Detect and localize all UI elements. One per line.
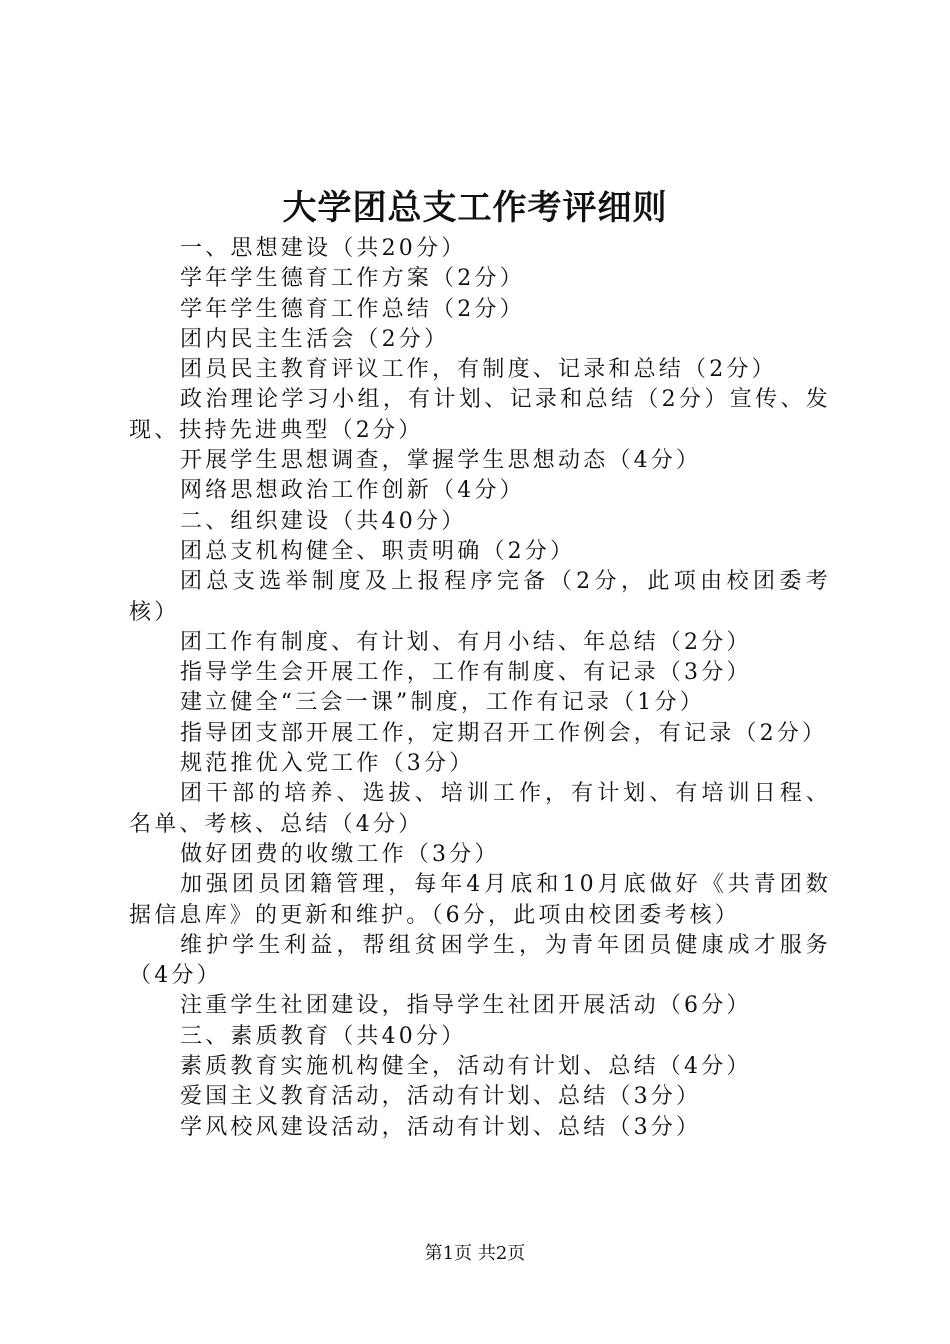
document-title: 大学团总支工作考评细则 — [282, 188, 668, 228]
list-item: 网络思想政治工作创新（4分） — [180, 478, 525, 504]
list-item: 加强团员团籍管理，每年4月底和10月底做好《共青团数据信息库》的更新和维护。（6分，此项由校团委考核） — [129, 872, 831, 928]
list-item: 学年学生德育工作总结（2分） — [180, 296, 525, 322]
list-item: 建立健全“三会一课”制度，工作有记录（1分） — [180, 690, 705, 716]
list-item: 学风校风建设活动，活动有计划、总结（3分） — [180, 1114, 702, 1140]
list-item: 指导学生会开展工作，工作有制度、有记录（3分） — [180, 660, 752, 686]
list-item: 团员民主教育评议工作，有制度、记录和总结（2分） — [180, 357, 777, 383]
document-body — [129, 234, 831, 1143]
list-item: 素质教育实施机构健全，活动有计划、总结（4分） — [180, 1054, 752, 1080]
section-heading-ideology: 一、思想建设（共20分） — [180, 236, 467, 261]
list-item: 团内民主生活会（2分） — [180, 326, 450, 352]
section-heading-organization: 二、组织建设（共40分） — [180, 508, 467, 534]
list-item: 团工作有制度、有计划、有月小结、年总结（2分） — [180, 629, 752, 655]
list-item: 规范推优入党工作（3分） — [180, 751, 475, 777]
list-item: 团干部的培养、选拔、培训工作，有计划、有培训日程、名单、考核、总结（4分） — [129, 781, 831, 837]
page-number-footer: 第1页 共2页 — [424, 1243, 526, 1264]
list-item: 做好团费的收缴工作（3分） — [180, 841, 500, 867]
list-item: 维护学生利益，帮组贫困学生，为青年团员健康成才服务（4分） — [129, 932, 831, 989]
list-item: 政治理论学习小组，有计划、记录和总结（2分）宣传、发现、扶持先进典型（2分） — [129, 387, 831, 443]
list-item: 团总支机构健全、职责明确（2分） — [180, 538, 576, 564]
list-item: 注重学生社团建设，指导学生社团开展活动（6分） — [180, 993, 752, 1019]
list-item: 学年学生德育工作方案（2分） — [180, 266, 525, 292]
section-heading-quality-education: 三、素质教育（共40分） — [180, 1023, 467, 1049]
list-item: 指导团支部开展工作，定期召开工作例会，有记录（2分） — [180, 720, 828, 746]
list-item: 团总支选举制度及上报程序完备（2分，此项由校团委考核） — [129, 569, 831, 625]
list-item: 开展学生思想调查，掌握学生思想动态（4分） — [180, 448, 702, 474]
list-item: 爱国主义教育活动，活动有计划、总结（3分） — [180, 1084, 702, 1110]
